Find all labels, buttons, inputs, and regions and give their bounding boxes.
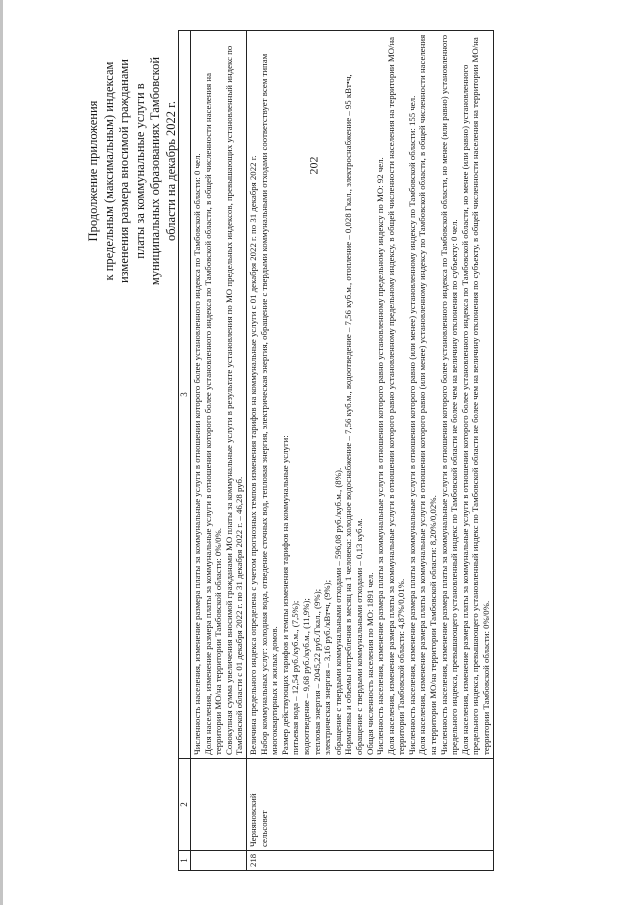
heading-line: изменения размера вносимой гражданами: [117, 59, 131, 284]
row-number-cell: 218: [246, 851, 493, 871]
description-cell: [191, 31, 247, 759]
heading-line: платы за коммунальные услуги в: [132, 83, 147, 259]
description-cell: [246, 31, 493, 759]
description-paragraph: тепловая энергия – 2045,22 руб./Гкал., (9%);: [311, 588, 322, 755]
description-paragraph: Нормативы и объемы потребления в месяц на 1 человека: холодное водоснабжение – 7,56 куб.м., водоотведение – 7,56 куб.м., отопление – 0,028 Гкал., электроснабжение – 95 кВт•ч, обращение с твердыми коммунальными отходами – 0,13 куб.м.: [343, 74, 364, 755]
description-paragraph: обращение с твердыми коммунальными отходами – 596,08 руб./куб.м., (8%).: [332, 467, 343, 755]
description-paragraph: Численность населения, изменение размера платы за коммунальные услуги в отношении которого более установленного индекса по Тамбовской области, но менее (или равно) установленного предельного индекса, превышающего установленный индекс по Тамбовской области не более чем на величину отклонения по субъекту: 0 чел.: [438, 34, 460, 755]
scan-edge: [0, 0, 3, 905]
page-number: 202: [306, 156, 321, 175]
description-paragraph: Размер действующих тарифов и темпы изменения тарифов на коммунальные услуги:: [279, 435, 290, 755]
column-header: 3: [179, 31, 191, 759]
description-paragraph: Доля населения, изменение размера платы за коммунальные услуги в отношении которого равно (или менее) установленному индексу по Тамбовской области, в общей численности населения на территории МО/на территории Тамбовской области: 8,20%/0,02%.: [417, 34, 439, 755]
column-header: 2: [179, 759, 191, 851]
municipality-cell: [191, 759, 247, 851]
heading-line: Продолжение приложения: [86, 100, 100, 242]
table-row-218: [246, 31, 493, 871]
description-paragraph: Набор коммунальных услуг: холодная вода, отведение сточных вод, тепловая энергия, электрическая энергия, обращение с твердыми коммунальными отходами соответствует всем типам многоквартирных и жилых домов.: [258, 53, 280, 755]
indices-table: [178, 30, 494, 871]
description-paragraph: Совокупная сумма увеличения вносимой гражданами МО платы за коммунальные услуги в результате установления по МО предельных индексов, превышающих установленный индекс по Тамбовской области с 01 декабря 2022 г. по 31 декабря 2022 г. – 46,28 руб.: [223, 45, 245, 755]
heading-line: муниципальных образованиях Тамбовской: [148, 56, 162, 286]
appendix-heading: [86, 31, 179, 311]
municipality-cell: Черняновский сельсовет: [246, 759, 493, 851]
description-paragraph: питьевая вода – 12,54 руб./куб.м., (7,5%);: [290, 600, 301, 755]
description-paragraph: Общая численность населения по МО: 1891 чел.: [364, 572, 375, 755]
description-paragraph: электрическая энергия – 3,16 руб./кВт•ч, (9%);: [322, 579, 333, 755]
heading-line: к предельным (максимальным) индексам: [101, 61, 116, 281]
column-header: 1: [179, 851, 191, 871]
row-number-cell: [191, 851, 247, 871]
description-paragraph: Численность населения, изменение размера платы за коммунальные услуги в отношении которого более установленного индекса по Тамбовской области: 0 чел.: [192, 153, 202, 755]
rotated-document: [86, 31, 566, 871]
description-paragraph: водоотведение – 9,68 руб./куб.м., (11,9%);: [300, 598, 311, 755]
table-header-row: [179, 31, 191, 871]
description-paragraph: Доля населения, изменение размера платы за коммунальные услуги в отношении которого равно установленному предельному индексу, в общей численности населения на территории МО/на территории Тамбовской области: 4,87%/0,01%.: [385, 36, 407, 755]
table-row-continuation: [191, 31, 247, 871]
description-paragraph: Величина предельного индекса определена с учетом прогнозных темпов изменения тарифов на коммунальные услуги с 01 декабря 2022 г. по 31 декабря 2022 г.: [247, 155, 258, 755]
description-paragraph: Численность населения, изменение размера платы за коммунальные услуги в отношении которого равно установленному предельному индексу по МО: 92 чел.: [375, 157, 386, 755]
heading-line: области на декабрь 2022 г.: [163, 101, 178, 242]
description-paragraph: Доля населения, изменение размера платы за коммунальные услуги в отношении которого более установленного индекса по Тамбовской области, в общей численности населения на территории МО/на территории Тамбовской области: 0%/0%.: [202, 72, 224, 755]
description-paragraph: Численность населения, изменение размера платы за коммунальные услуги в отношении которого равно (или менее) установленному индексу по Тамбовской области: 155 чел.: [406, 95, 417, 755]
description-paragraph: Доля населения, изменение размера платы за коммунальные услуги в отношении которого более установленного индекса по Тамбовской области, но менее (или равно) установленного предельного индекса, превышающего установленный индекс по Тамбовской области не более чем на величину отклонения по субъекту, в общей численности населения на территории МО/на территории Тамбовской области: 0%/0%.: [459, 37, 492, 755]
